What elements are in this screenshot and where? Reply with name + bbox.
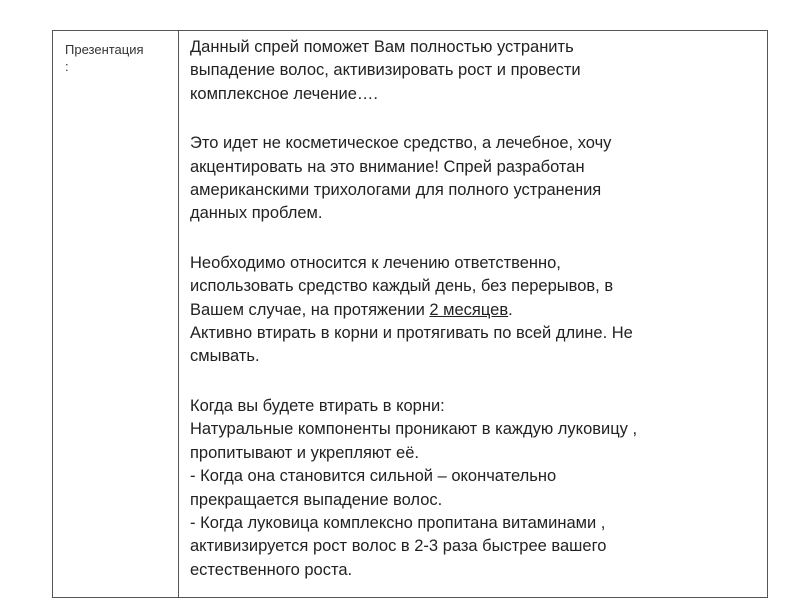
text-segment: . — [508, 300, 513, 319]
text-line: Когда вы будете втирать в корни: — [190, 396, 445, 415]
paragraph-2 — [190, 132, 760, 226]
text-line: Данный спрей поможет Вам полностью устранить — [190, 38, 574, 56]
underlined-duration: 2 месяцев — [429, 300, 509, 319]
paragraph-3 — [190, 252, 760, 369]
text-line: выпадение волос, активизировать рост и провести — [190, 61, 581, 80]
row-label — [65, 41, 175, 75]
paragraph-1 — [190, 36, 760, 106]
text-line: пропитывают и укрепляют её. — [190, 443, 419, 462]
paragraph-4 — [190, 395, 760, 582]
label-colon: : — [65, 59, 69, 74]
column-divider — [178, 31, 179, 597]
text-line: Необходимо относится к лечению ответственно, — [190, 253, 561, 272]
text-line: комплексное лечение…. — [190, 84, 378, 103]
text-line: использовать средство каждый день, без перерывов, в — [190, 277, 614, 296]
text-line: акцентировать на это внимание! Спрей разработан — [190, 157, 585, 176]
text-line: данных проблем. — [190, 204, 323, 223]
description-text — [190, 36, 760, 582]
text-line: - Когда луковица комплексно пропитана витаминами , — [190, 513, 606, 532]
label-text: Презентация — [65, 42, 144, 57]
text-line: прекращается выпадение волос. — [190, 490, 443, 509]
presentation-table — [52, 30, 768, 598]
text-line: активизируется рост волос в 2-3 раза быстрее вашего — [190, 537, 607, 556]
text-line: естественного роста. — [190, 560, 353, 579]
text-segment: Вашем случае, на протяжении — [190, 300, 430, 319]
text-line: Активно втирать в корни и протягивать по всей длине. Не — [190, 324, 633, 343]
text-line: американскими трихологами для полного устранения — [190, 181, 602, 200]
text-line: Натуральные компоненты проникают в каждую луковицу , — [190, 420, 638, 439]
text-line: - Когда она становится сильной – окончательно — [190, 467, 557, 486]
text-line: Это идет не косметическое средство, а лечебное, хочу — [190, 134, 612, 153]
text-line — [190, 299, 760, 322]
text-line: смывать. — [190, 347, 260, 366]
